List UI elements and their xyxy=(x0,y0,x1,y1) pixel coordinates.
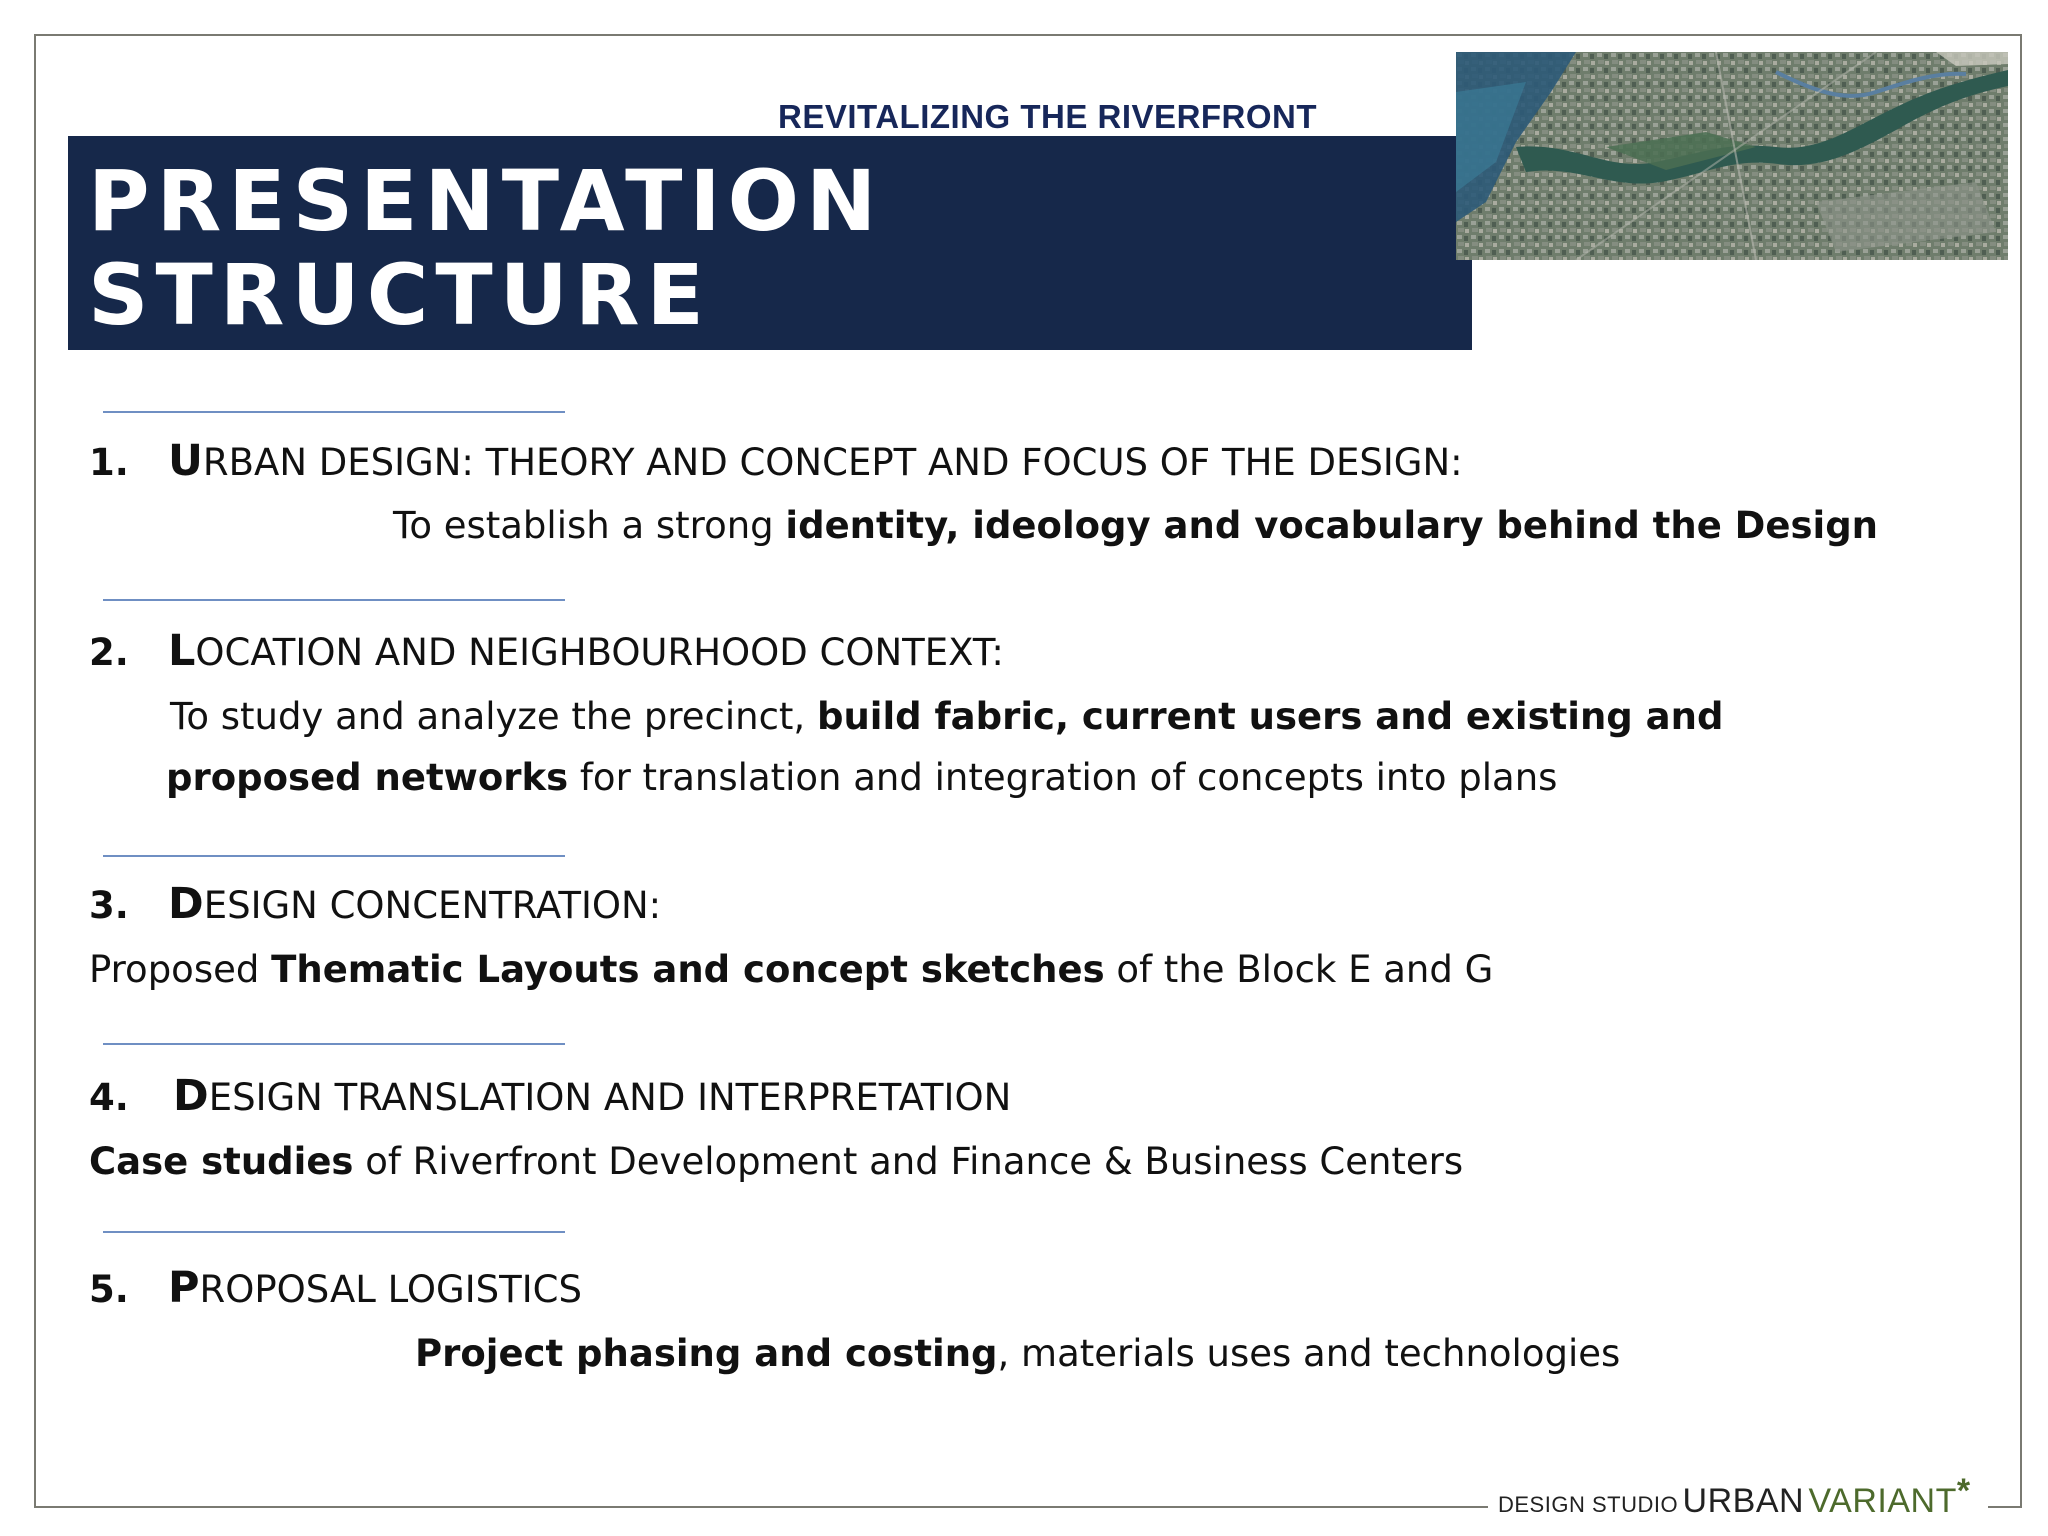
item-2-desc-text: To study and analyze the precinct, xyxy=(170,695,817,738)
item-3-heading xyxy=(89,881,661,929)
item-4-description xyxy=(89,1131,1463,1192)
item-5-desc-bold: Project phasing and costing xyxy=(415,1332,998,1375)
item-3-desc-text: Proposed xyxy=(89,948,272,991)
item-2-heading-text: OCATION AND NEIGHBOURHOOD CONTEXT: xyxy=(195,631,1004,674)
footer-prefix: DESIGN STUDIO xyxy=(1498,1492,1679,1517)
item-3-number: 3. xyxy=(89,884,129,927)
item-2-heading xyxy=(89,628,1004,676)
item-2-desc-bold: build fabric, current users and existing and xyxy=(816,695,1724,738)
item-4-desc-after: of Riverfront Development and Finance & Business Centers xyxy=(353,1140,1464,1183)
item-5-initial: P xyxy=(168,1263,200,1313)
item-5-description xyxy=(415,1323,1620,1384)
item-1-heading-text: RBAN DESIGN: THEORY AND CONCEPT AND FOCUS OF THE DESIGN: xyxy=(202,441,1463,484)
item-2-desc2-bold: proposed networks xyxy=(166,756,569,799)
item-2-description-line-1 xyxy=(170,686,1723,747)
item-4-number: 4. xyxy=(89,1076,129,1119)
item-5-desc-after: , materials uses and technologies xyxy=(997,1332,1621,1375)
satellite-image xyxy=(1456,52,2008,260)
section-divider-4 xyxy=(103,1043,565,1045)
item-2-number: 2. xyxy=(89,631,129,674)
item-3-desc-bold: Thematic Layouts and concept sketches xyxy=(271,948,1105,991)
item-5-heading xyxy=(89,1265,582,1313)
item-1-desc-bold: identity, ideology and vocabulary behind the Design xyxy=(785,504,1879,547)
item-4-heading xyxy=(89,1073,1011,1121)
section-divider-1 xyxy=(103,411,565,413)
item-1-desc-text: To establish a strong xyxy=(393,504,786,547)
title-line-1: PRESENTATION xyxy=(88,152,884,250)
section-divider-2 xyxy=(103,599,565,601)
item-1-heading xyxy=(89,438,1463,486)
item-1-number: 1. xyxy=(89,441,129,484)
section-divider-3 xyxy=(103,855,565,857)
asterisk-icon: * xyxy=(1956,1472,1971,1510)
item-3-heading-text: ESIGN CONCENTRATION: xyxy=(203,884,662,927)
item-2-initial: L xyxy=(168,626,196,676)
item-4-heading-text: ESIGN TRANSLATION AND INTERPRETATION xyxy=(208,1076,1012,1119)
footer-brand xyxy=(1498,1472,1971,1521)
section-divider-5 xyxy=(103,1231,565,1233)
item-5-heading-text: ROPOSAL LOGISTICS xyxy=(199,1268,582,1311)
satellite-map-graphic xyxy=(1456,52,2008,260)
title-banner xyxy=(68,136,1472,350)
item-4-desc-bold: Case studies xyxy=(89,1140,354,1183)
item-3-desc-after: of the Block E and G xyxy=(1104,948,1494,991)
item-1-initial: U xyxy=(168,436,203,486)
item-4-initial: D xyxy=(173,1071,209,1121)
title-line-2: STRUCTURE xyxy=(88,246,711,344)
item-3-description xyxy=(89,939,1493,1000)
page-title xyxy=(88,154,883,342)
item-2-description-line-2 xyxy=(166,747,1557,808)
item-3-initial: D xyxy=(168,879,204,929)
footer-brand-variant: VARIANT xyxy=(1808,1482,1957,1520)
item-2-desc2-after: for translation and integration of concepts into plans xyxy=(568,756,1558,799)
slide-subtitle: REVITALIZING THE RIVERFRONT xyxy=(778,98,1318,135)
item-5-number: 5. xyxy=(89,1268,129,1311)
footer-brand-urban: URBAN xyxy=(1682,1482,1805,1520)
item-1-description xyxy=(393,495,1878,556)
